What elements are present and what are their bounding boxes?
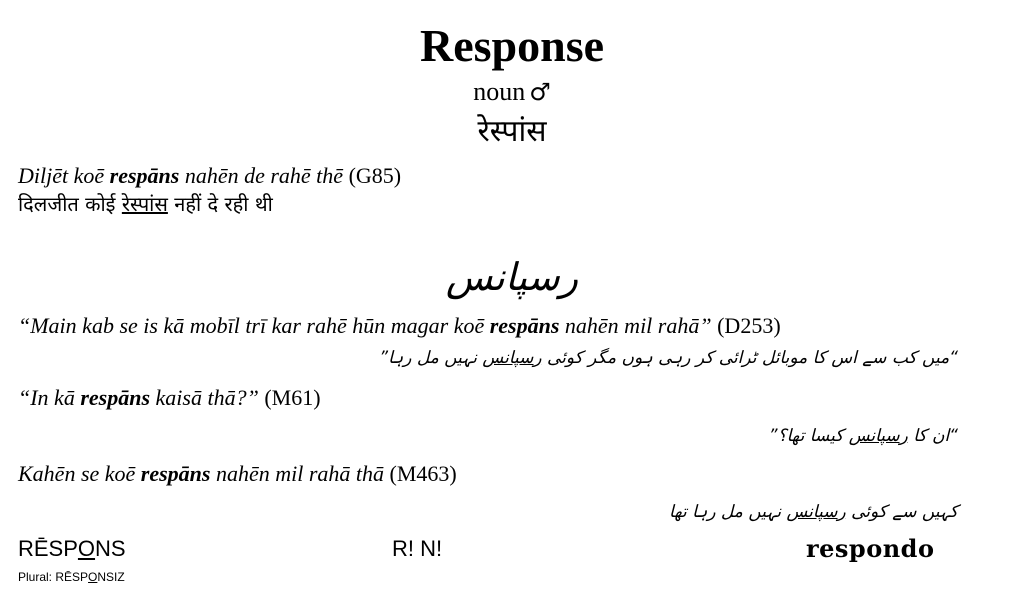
example-reference: (G85): [343, 163, 402, 188]
example-text: کیسا تھا؟”: [768, 426, 849, 446]
example-text: “Main kab se is kā mobīl trī kar rahē hūn magar koē: [18, 313, 490, 338]
example-text: nahēn de rahē thē: [179, 163, 344, 188]
urdu-headword: رسپانس: [445, 255, 579, 299]
example-1-hindi: [18, 190, 273, 218]
example-4-urdu: [669, 498, 958, 526]
romanized-part: NS: [95, 536, 126, 561]
pos-label: noun: [473, 77, 526, 106]
example-keyword: respāns: [140, 461, 211, 486]
example-text: दिलजीत कोई: [18, 192, 122, 216]
example-2-urdu: [379, 344, 958, 372]
masculine-icon: ♂: [529, 78, 551, 106]
example-keyword: رسپانس: [848, 426, 908, 446]
romanized-spelling: [18, 536, 126, 562]
plural-label: Plural:: [18, 570, 56, 584]
example-text: Kahēn se koē: [18, 461, 141, 486]
example-4-english: [18, 460, 457, 488]
example-text: “میں کب سے اس کا موبائل ٹرائی کر رہی ہوں مگر کوئی: [541, 348, 958, 368]
hindi-headword: रेस्पांस: [477, 114, 547, 149]
part-of-speech: [0, 76, 1024, 108]
example-text: nahēn mil rahā”: [559, 313, 712, 338]
plural-stress: O: [88, 570, 98, 584]
example-reference: (M61): [258, 385, 321, 410]
example-text: کہیں سے کوئی: [845, 502, 958, 522]
example-reference: (M463): [384, 461, 457, 486]
plural-part: RĒSP: [55, 570, 89, 584]
example-1-english: [18, 162, 401, 190]
example-text: “In kā: [18, 385, 81, 410]
example-keyword: respāns: [109, 163, 180, 188]
example-3-english: [18, 384, 321, 412]
example-text: نہیں مل رہا تھا: [669, 502, 787, 522]
example-text: kaisā thā?”: [150, 385, 259, 410]
code-notation: R! N!: [392, 536, 443, 561]
example-2-english: [18, 312, 781, 340]
example-text: nahēn mil rahā thā: [210, 461, 385, 486]
blackletter-word: respondo: [806, 534, 935, 563]
example-text: नहीं दे रही थी: [167, 192, 273, 216]
romanized-stress: O: [77, 536, 96, 561]
example-keyword: रेस्पांस: [121, 192, 168, 216]
example-keyword: رسپانس: [482, 348, 542, 368]
plural-form: [18, 570, 125, 584]
example-keyword: respāns: [80, 385, 151, 410]
example-keyword: رسپانس: [786, 502, 846, 522]
example-text: Diljēt koē: [18, 163, 110, 188]
example-text: “ان کا: [907, 426, 958, 446]
example-3-urdu: [769, 422, 958, 450]
example-reference: (D253): [711, 313, 781, 338]
plural-part: NSIZ: [97, 570, 125, 584]
example-keyword: respāns: [489, 313, 560, 338]
romanized-part: RĒSP: [18, 536, 78, 561]
entry-title: Response: [419, 20, 605, 71]
example-text: نہیں مل رہا”: [379, 348, 483, 368]
